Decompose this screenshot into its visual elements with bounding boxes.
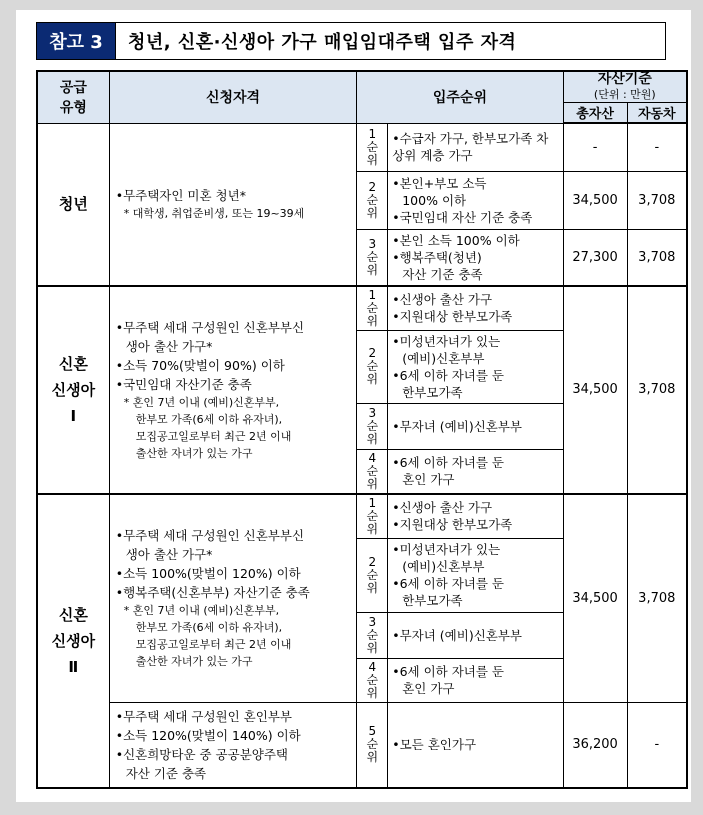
youth-rank-1: 1 순 위: [357, 123, 388, 171]
nw2-rank-3: 3 순 위: [357, 612, 388, 658]
nw2-order-4: •6세 이하 자녀를 둔 혼인 가구: [388, 658, 563, 702]
youth-car-2: 3,708: [627, 171, 687, 229]
youth-order-2: •본인+부모 소득 100% 이하 •국민임대 자산 기준 충족: [388, 171, 563, 229]
nw1-order-3: •무자녀 (예비)신혼부부: [388, 403, 563, 449]
nw2-rank-5: 5 순 위: [357, 702, 388, 788]
youth-rank-3: 3 순 위: [357, 229, 388, 286]
nw1-rank-3: 3 순 위: [357, 403, 388, 449]
nw2-order-5: •모든 혼인가구: [388, 702, 563, 788]
document-page: [16, 10, 691, 802]
youth-qualification: •무주택자인 미혼 청년* * 대학생, 취업준비생, 또는 19~39세: [109, 123, 357, 286]
header-total-asset: 총자산: [563, 103, 627, 124]
youth-car-3: 3,708: [627, 229, 687, 286]
type-newlywed-2: 신혼 신생아 Ⅱ: [37, 494, 109, 788]
nw2-order-2: •미성년자녀가 있는 (예비)신혼부부 •6세 이하 자녀를 둔 한부모가족: [388, 538, 563, 612]
nw1-car: 3,708: [627, 286, 687, 494]
reference-label: 참고 3: [36, 22, 116, 60]
nw2-order-1: •신생아 출산 가구 •지원대상 한부모가족: [388, 494, 563, 539]
nw2-rank-2: 2 순 위: [357, 538, 388, 612]
header-supply-type: 공급 유형: [37, 71, 109, 123]
nw2-rank-4: 4 순 위: [357, 658, 388, 702]
type-youth: 청년: [37, 123, 109, 286]
nw1-rank-1: 1 순 위: [357, 286, 388, 331]
nw1-order-4: •6세 이하 자녀를 둔 혼인 가구: [388, 449, 563, 494]
youth-order-1: •수급자 가구, 한부모가족 차상위 계층 가구: [388, 123, 563, 171]
youth-asset-2: 34,500: [563, 171, 627, 229]
nw1-rank-2: 2 순 위: [357, 330, 388, 403]
youth-order-3: •본인 소득 100% 이하 •행복주택(청년) 자산 기준 충족: [388, 229, 563, 286]
nw1-order-2: •미성년자녀가 있는 (예비)신혼부부 •6세 이하 자녀를 둔 한부모가족: [388, 330, 563, 403]
header-qualification: 신청자격: [109, 71, 357, 123]
nw2-asset: 34,500: [563, 494, 627, 703]
newlywed-2-qualification: •무주택 세대 구성원인 신혼부부신 생아 출산 가구* •소득 100%(맞벌이 120%) 이하 •행복주택(신혼부부) 자산기준 충족 * 혼인 7년 이내 (예비)신혼부부, 한부모 가족(6세 이하 유자녀), 모집공고일로부터 최근 2년 이내 출산한 자녀가 있는 가구: [109, 494, 357, 703]
header-priority: 입주순위: [357, 71, 563, 123]
youth-asset-1: -: [563, 123, 627, 171]
nw2-asset-5: 36,200: [563, 702, 627, 788]
youth-asset-3: 27,300: [563, 229, 627, 286]
nw1-rank-4: 4 순 위: [357, 449, 388, 494]
header-car: 자동차: [627, 103, 687, 124]
nw1-order-1: •신생아 출산 가구 •지원대상 한부모가족: [388, 286, 563, 331]
nw2-rank-1: 1 순 위: [357, 494, 388, 539]
page-title: 청년, 신혼·신생아 가구 매입임대주택 입주 자격: [116, 22, 666, 60]
title-bar: [36, 22, 666, 60]
nw2-car-5: -: [627, 702, 687, 788]
header-asset-standard: 자산기준 (단위 : 만원): [563, 71, 687, 103]
eligibility-table: [36, 70, 688, 789]
nw1-asset: 34,500: [563, 286, 627, 494]
newlywed-1-qualification: •무주택 세대 구성원인 신혼부부신 생아 출산 가구* •소득 70%(맞벌이 90%) 이하 •국민임대 자산기준 충족 * 혼인 7년 이내 (예비)신혼부부, 한부모 가족(6세 이하 유자녀), 모집공고일로부터 최근 2년 이내 출산한 자녀가 있는 가구: [109, 286, 357, 494]
nw2-car: 3,708: [627, 494, 687, 703]
youth-rank-2: 2 순 위: [357, 171, 388, 229]
type-newlywed-1: 신혼 신생아 Ⅰ: [37, 286, 109, 494]
newlywed-2-qualification-5: •무주택 세대 구성원인 혼인부부 •소득 120%(맞벌이 140%) 이하 •신혼희망타운 중 공공분양주택 자산 기준 충족: [109, 702, 357, 788]
nw2-order-3: •무자녀 (예비)신혼부부: [388, 612, 563, 658]
youth-car-1: -: [627, 123, 687, 171]
